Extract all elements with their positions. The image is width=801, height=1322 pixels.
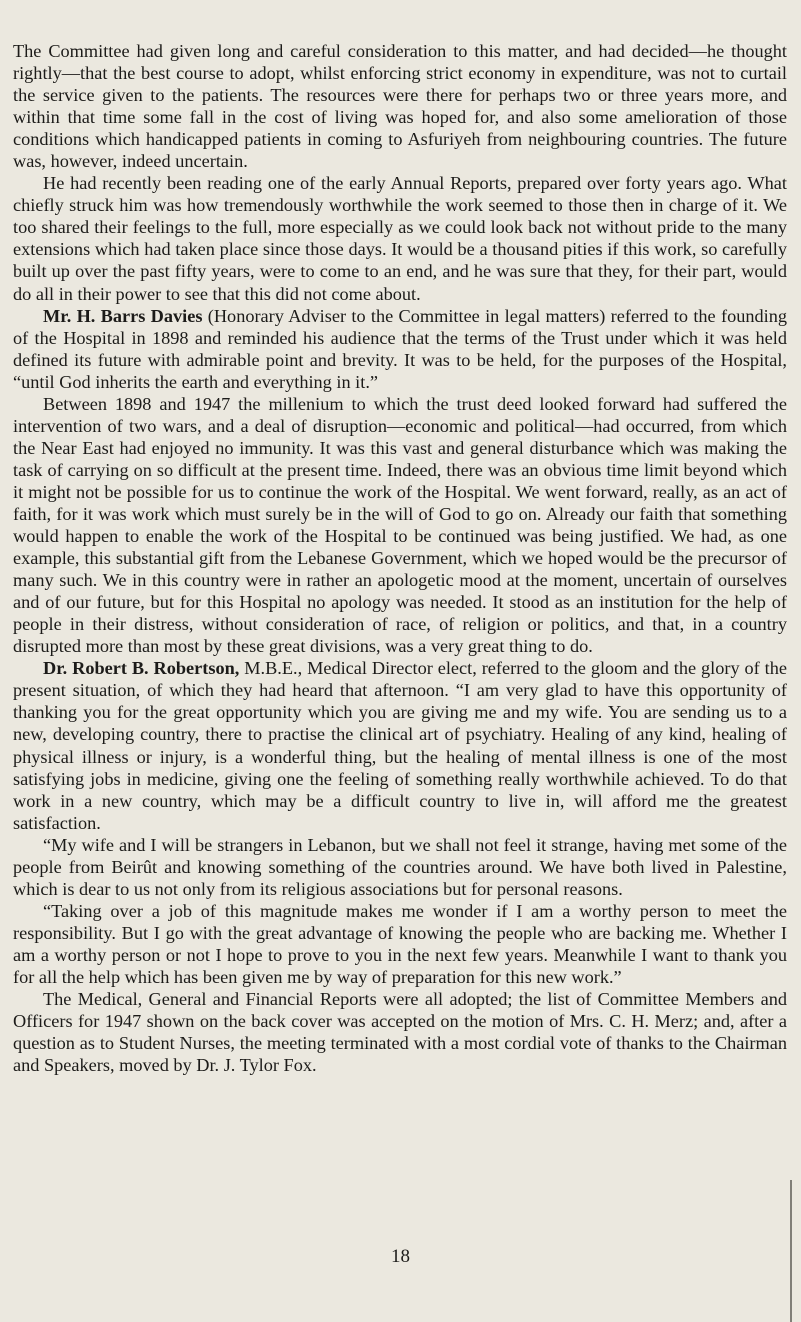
paragraph-taking-over xyxy=(13,900,787,988)
paragraph-text: Between 1898 and 1947 the millenium to which the trust deed looked forward had suffered the intervention of two wars, and a deal of disruption—economic and political—had occurred, from which the Near East had enjoyed no immunity. It was this vast and general disturbance which was making the task of carrying on so difficult at the present time. Indeed, there was an obvious time limit beyond which it might not be possible for us to continue the work of the Hospital. We went forward, really, as an act of faith, for it was work which must surely be in the will of God to go on. Already our faith that something would happen to enable the work of the Hospital to be continued was being justified. We had, as one example, this substantial gift from the Lebanese Government, which we hoped would be the precursor of many such. We in this country were in rather an apologetic mood at the moment, uncertain of ourselves and of our future, but for this Hospital no apology was needed. It stood as an institution for the help of people in their distress, without consideration of race, of religion or politics, and that, in a country disrupted more than most by these great divisions, was a very great thing to do. xyxy=(13,393,787,657)
page-number: 18 xyxy=(391,1246,410,1267)
paragraph-committee-consideration xyxy=(13,40,787,172)
paragraph-reports-adopted xyxy=(13,988,787,1076)
speaker-name: Dr. Robert B. Robertson, xyxy=(43,658,240,679)
paragraph-strangers-in-lebanon xyxy=(13,834,787,900)
paragraph-robertson xyxy=(13,657,787,833)
paragraph-text: (Honorary Adviser to the Committee in legal matters) referred to the founding of the Hospital in 1898 and reminded his audience that the terms of the Trust under which it was held defined its future with admirable point and brevity. It was to be held, for the purposes of the Hospital, “until God inherits the earth and everything in it.” xyxy=(13,305,787,392)
speaker-name: Mr. H. Barrs Davies xyxy=(43,305,203,326)
paragraph-text: The Committee had given long and careful consideration to this matter, and had decided—he thought rightly—that the best course to adopt, whilst enforcing strict economy in expenditure, was not to curtail the service given to the patients. The resources were there for perhaps two or three years more, and within that time some fall in the cost of living was hoped for, and also some amelioration of those conditions which handicapped patients in coming to Asfuriyeh from neighbouring countries. The future was, however, indeed uncertain. xyxy=(13,41,787,172)
page-edge-shadow xyxy=(790,1180,792,1322)
paragraph-text: He had recently been reading one of the early Annual Reports, prepared over forty years ago. What chiefly struck him was how tremendously worthwhile the work seemed to those then in charge of it. We too shared their feelings to the full, more especially as we could look back not without pride to the many extensions which had taken place since those days. It would be a thousand pities if this work, so carefully built up over the past fifty years, were to come to an end, and he was sure that they, for their part, would do all in their power to see that this did not come about. xyxy=(13,173,787,304)
paragraph-barrs-davies xyxy=(13,305,787,393)
paragraph-text: “My wife and I will be strangers in Lebanon, but we shall not feel it strange, having met some of the people from Beirût and knowing something of the countries around. We have both lived in Palestine, which is dear to us not only from its religious associations but for personal reasons. xyxy=(13,834,787,899)
paragraph-text: M.B.E., Medical Director elect, referred to the gloom and the glory of the present situation, of which they had heard that afternoon. “I am very glad to have this opportunity of thanking you for the great opportunity which you are giving me and my wife. You are sending us to a new, developing country, there to practise the clinical art of psychiatry. Healing of any kind, healing of physical illness or injury, is a wonderful thing, but the healing of mental illness is one of the most satisfying jobs in medicine, giving one the feeling of something really worthwhile achieved. To do that work in a new country, which may be a difficult country to live in, will afford me the greatest satisfaction. xyxy=(13,658,787,833)
paragraph-text: The Medical, General and Financial Reports were all adopted; the list of Committee Members and Officers for 1947 shown on the back cover was accepted on the motion of Mrs. C. H. Merz; and, after a question as to Student Nurses, the meeting terminated with a most cordial vote of thanks to the Chairman and Speakers, moved by Dr. J. Tylor Fox. xyxy=(13,989,787,1076)
body-text xyxy=(13,40,787,1076)
paragraph-millenium xyxy=(13,393,787,658)
paragraph-annual-reports xyxy=(13,172,787,304)
paragraph-text: “Taking over a job of this magnitude makes me wonder if I am a worthy person to meet the responsibility. But I go with the great advantage of knowing the people who are backing me. Whether I am a worthy person or not I hope to prove to you in the next few years. Meanwhile I want to thank you for all the help which has been given me by way of preparation for this new work.” xyxy=(13,900,787,987)
